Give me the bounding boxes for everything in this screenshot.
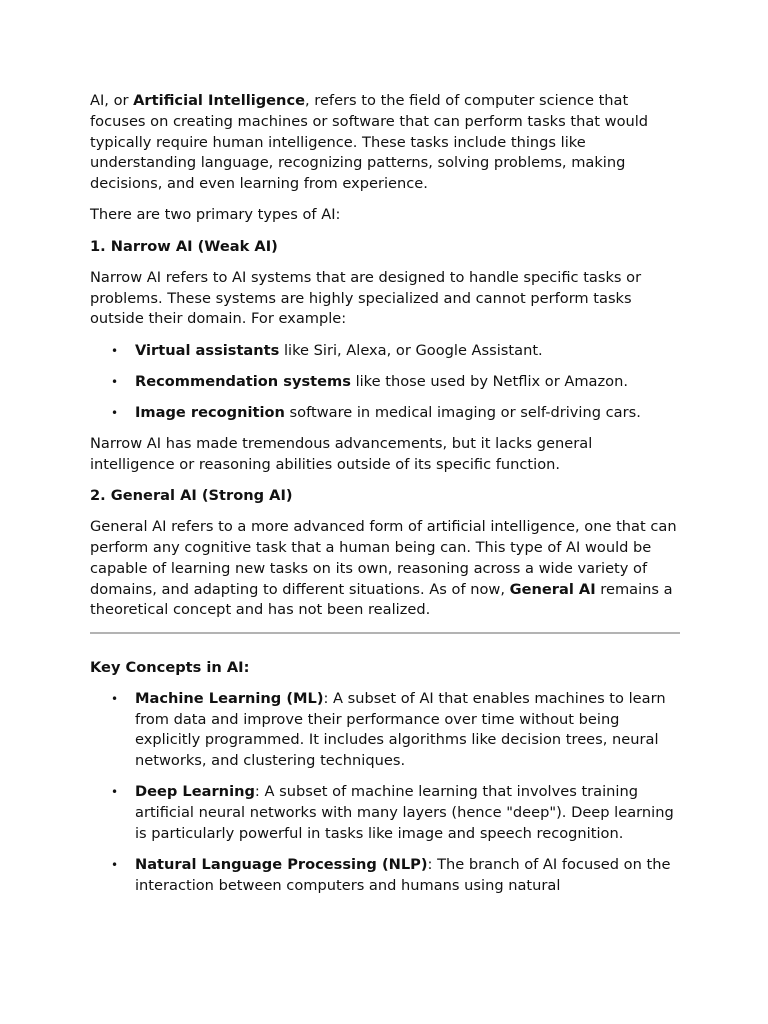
list-item: [111, 341, 680, 362]
example-term: Image recognition: [135, 403, 285, 421]
intro-text-end: , refers to the field of computer science that focuses on creating machines or software that can perform tasks that would typically require human intelligence. These tasks include things like understanding language, recognizing patterns, solving problems, making decisions, and even learning from experience.: [90, 92, 649, 193]
concept-term: Natural Language Processing (NLP): [135, 856, 428, 874]
example-text: like Siri, Alexa, or Google Assistant.: [279, 341, 543, 359]
list-item: [111, 782, 680, 844]
list-item: [111, 855, 680, 897]
general-ai-heading: 2. General AI (Strong AI): [90, 487, 293, 505]
intro-term: Artificial Intelligence: [133, 92, 305, 109]
bullet-icon: •: [111, 858, 119, 873]
narrow-ai-summary: Narrow AI has made tremendous advancements, but it lacks general intelligence or reasoning abilities outside of its specific function.: [90, 435, 593, 473]
example-text: software in medical imaging or self-driving cars.: [284, 403, 641, 421]
bullet-icon: •: [111, 785, 119, 800]
key-concepts-list: [90, 689, 680, 897]
bullet-icon: •: [111, 343, 119, 358]
general-text-end: remains a theoretical concept and has not been realized.: [90, 580, 673, 619]
narrow-ai-heading: 1. Narrow AI (Weak AI): [90, 237, 278, 255]
list-item: [111, 403, 680, 424]
concept-term: Deep Learning: [135, 783, 255, 801]
example-term: Recommendation systems: [135, 372, 351, 390]
key-concepts-heading: Key Concepts in AI:: [90, 658, 250, 676]
intro-paragraph: [90, 91, 680, 195]
document-body: [90, 91, 680, 907]
bullet-icon: •: [111, 405, 119, 420]
bullet-icon: •: [111, 374, 119, 389]
general-ai-description: [90, 517, 680, 621]
example-term: Virtual assistants: [135, 341, 280, 359]
general-term: General AI: [509, 580, 596, 598]
intro-text-start: AI, or: [90, 92, 134, 109]
list-item: [111, 372, 680, 393]
narrow-ai-examples-list: [90, 341, 680, 424]
section-divider: [90, 632, 680, 634]
narrow-ai-description: Narrow AI refers to AI systems that are designed to handle specific tasks or problems. These systems are highly specialized and cannot perform tasks outside their domain. For example:: [90, 268, 642, 328]
bullet-icon: •: [111, 691, 119, 706]
types-intro: There are two primary types of AI:: [90, 206, 341, 224]
concept-text: : A subset of AI that enables machines to learn from data and improve their performance over time without being explicitly programmed. It includes algorithms like decision trees, neural networks, and clustering techniques.: [135, 689, 666, 770]
general-text-start: General AI refers to a more advanced form of artificial intelligence, one that can perform any cognitive task that a human being can. This type of AI would be capable of learning new tasks on its own, reasoning across a wide variety of domains, and adapting to different situations. As of now,: [90, 518, 677, 598]
example-text: like those used by Netflix or Amazon.: [350, 372, 628, 390]
concept-term: Machine Learning (ML): [135, 689, 324, 707]
concept-text: : A subset of machine learning that involves training artificial neural networks with many layers (hence "deep"). Deep learning is particularly powerful in tasks like image and speech recognition.: [135, 783, 674, 842]
concept-text: : The branch of AI focused on the interaction between computers and humans using natural: [135, 856, 671, 894]
list-item: [111, 689, 680, 772]
